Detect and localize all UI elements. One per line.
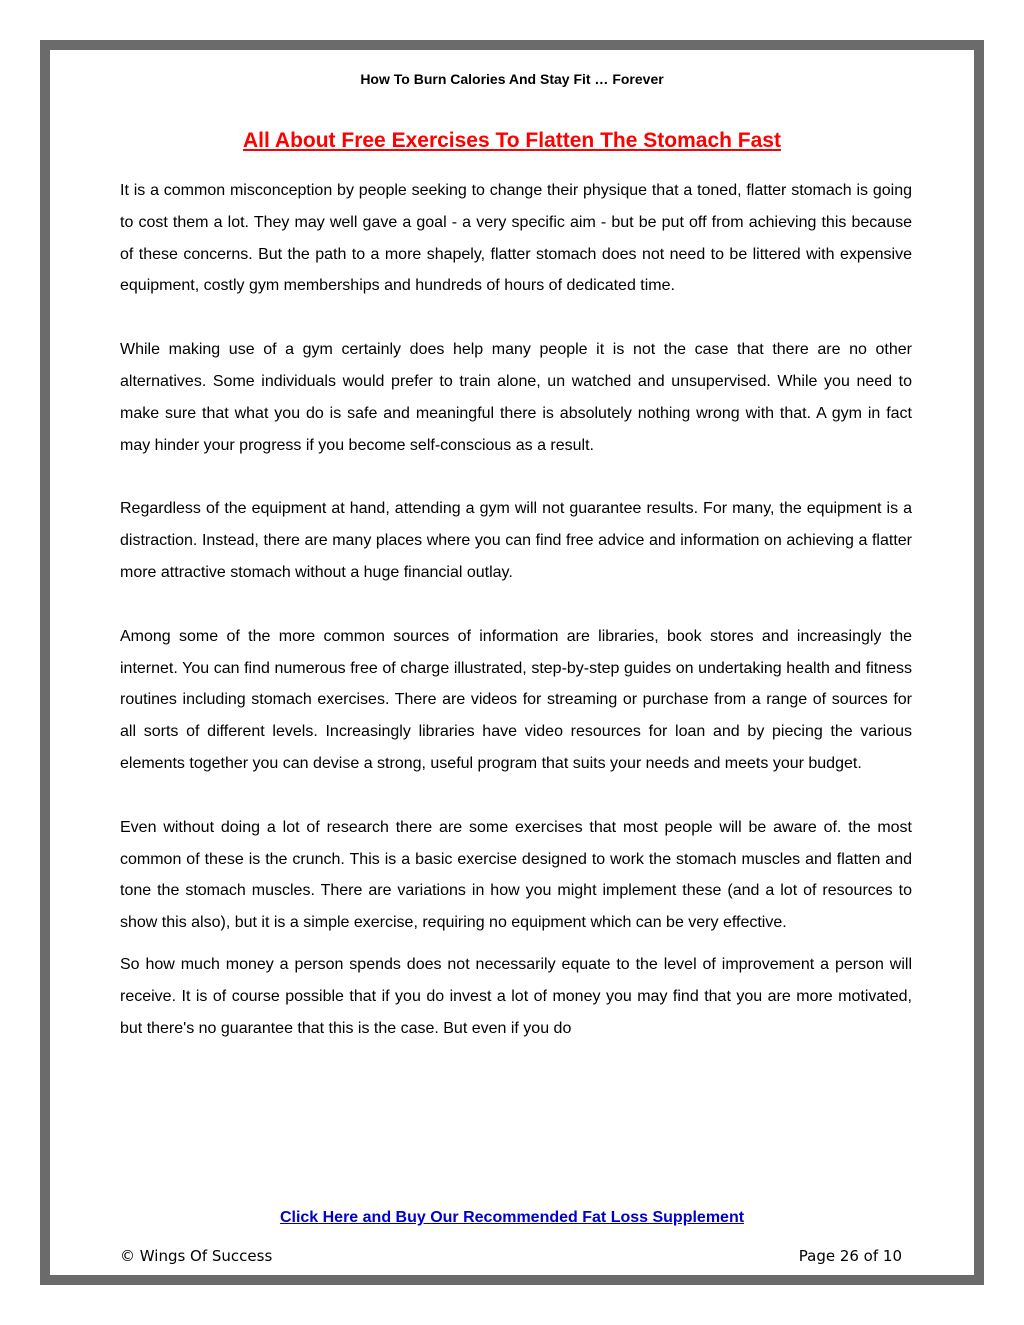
paragraph: Among some of the more common sources of information are libraries, book stores and increasingly the internet. You can find numerous free of charge illustrated, step-by-step guides on undertaking health and fitness routines including stomach exercises. There are videos for streaming or purchase from a range of sources for all sorts of different levels. Increasingly libraries have video resources for loan and by piecing the various elements together you can devise a strong, useful program that suits your needs and meets your budget. xyxy=(120,627,912,772)
page-frame xyxy=(40,40,984,1285)
paragraph: It is a common misconception by people seeking to change their physique that a toned, flatter stomach is going to cost them a lot. They may well gave a goal - a very specific aim - but be put off from achieving this because of these concerns. But the path to a more shapely, flatter stomach does not need to be littered with expensive equipment, costly gym memberships and hundreds of hours of dedicated time. xyxy=(120,182,912,295)
paragraph: Regardless of the equipment at hand, attending a gym will not guarantee results. For many, the equipment is a distraction. Instead, there are many places where you can find free advice and information on achieving a flatter more attractive stomach without a huge financial outlay. xyxy=(120,500,912,581)
paragraph: So how much money a person spends does not necessarily equate to the level of improvement a person will receive. It is of course possible that if you do invest a lot of money you may find that you are more motivated, but there's no guarantee that this is the case. But even if you do xyxy=(120,955,912,1037)
running-header: How To Burn Calories And Stay Fit … Forever xyxy=(360,71,664,87)
article-body xyxy=(120,175,912,1076)
buy-supplement-link[interactable]: Click Here and Buy Our Recommended Fat Loss Supplement xyxy=(279,1209,745,1226)
article-title: All About Free Exercises To Flatten The Stomach Fast xyxy=(243,129,781,152)
paragraph: While making use of a gym certainly does help many people it is not the case that there are no other alternatives. Some individuals would prefer to train alone, un watched and unsupervised. While you need to make sure that what you do is safe and meaningful there is absolutely nothing wrong with that. A gym in fact may hinder your progress if you become self-conscious as a result. xyxy=(120,341,912,454)
paragraph: Even without doing a lot of research there are some exercises that most people will be aware of. the most common of these is the crunch. This is a basic exercise designed to work the stomach muscles and flatten and tone the stomach muscles. There are variations in how you might implement these (and a lot of resources to show this also), but it is a simple exercise, requiring no equipment which can be very effective. xyxy=(120,818,912,932)
footer-copyright: © Wings Of Success xyxy=(120,1247,273,1265)
page-number: Page 26 of 10 xyxy=(798,1247,902,1265)
